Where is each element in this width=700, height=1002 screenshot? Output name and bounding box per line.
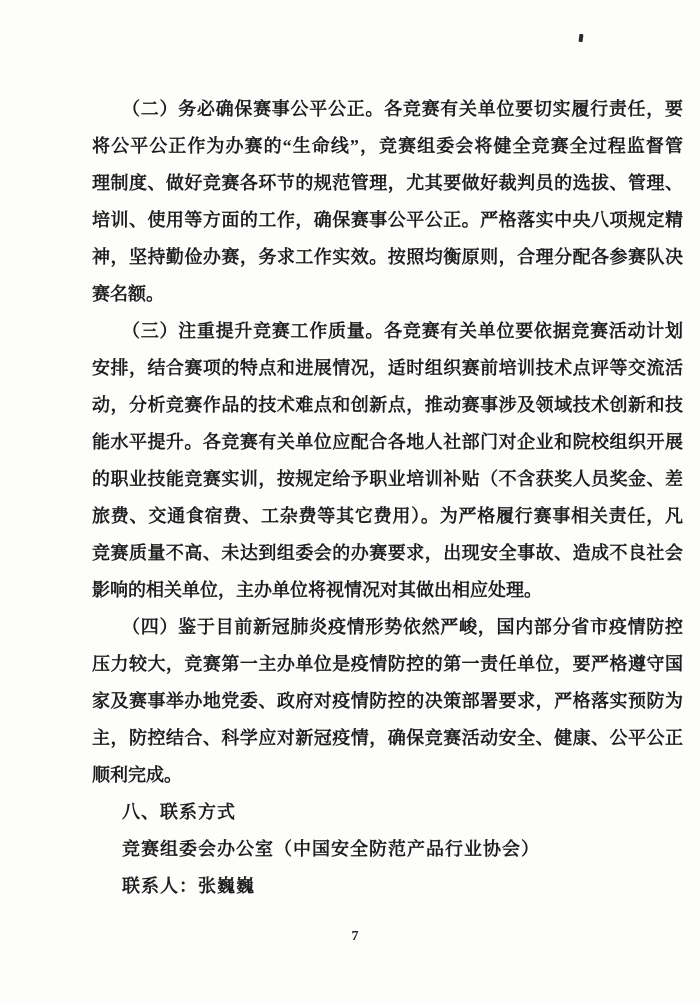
para-4-line: 家及赛事举办地党委、政府对疫情防控的决策部署要求，严格落实预防为 [92, 691, 683, 711]
para-2-line: （二）务必确保赛事公平公正。各竞赛有关单位要切实履行责任，要 [122, 99, 683, 119]
para-3-line: 竞赛质量不高、未达到组委会的办赛要求，出现安全事故、造成不良社会 [92, 543, 683, 563]
para-3-line: 旅费、交通食宿费、工杂费等其它费用）。为严格履行赛事相关责任，凡 [92, 506, 683, 526]
para-3-line: 动，分析竞赛作品的技术难点和创新点，推动赛事涉及领域技术创新和技 [92, 395, 683, 415]
contact-office-line: 竞赛组委会办公室（中国安全防范产品行业协会） [122, 839, 540, 859]
contact-person-line: 联系人：张巍巍 [122, 876, 255, 896]
para-2-line: 将公平公正作为办赛的“生命线”，竞赛组委会将健全竞赛全过程监督管 [92, 136, 683, 156]
document-body [92, 91, 683, 905]
para-2-line: 赛名额。 [92, 284, 164, 304]
para-3-line: （三）注重提升竞赛工作质量。各竞赛有关单位要依据竞赛活动计划 [122, 321, 683, 341]
para-2-line: 神，坚持勤俭办赛，务求工作实效。按照均衡原则，合理分配各参赛队决 [92, 247, 683, 267]
contact-section-heading: 八、联系方式 [122, 802, 236, 822]
para-3-line: 能水平提升。各竞赛有关单位应配合各地人社部门对企业和院校组织开展 [92, 432, 683, 452]
para-4-line: （四）鉴于目前新冠肺炎疫情形势依然严峻，国内部分省市疫情防控 [122, 617, 683, 637]
para-3-line: 安排，结合赛项的特点和进展情况，适时组织赛前培训技术点评等交流活 [92, 358, 683, 378]
para-4-line: 压力较大，竞赛第一主办单位是疫情防控的第一责任单位，要严格遵守国 [92, 654, 683, 674]
scan-artifact-speck [579, 34, 584, 42]
para-2-line: 理制度、做好竞赛各环节的规范管理，尤其要做好裁判员的选拔、管理、 [92, 173, 683, 193]
para-3-line: 影响的相关单位，主办单位将视情况对其做出相应处理。 [92, 580, 542, 600]
page-number: 7 [351, 929, 359, 944]
para-4-line: 主，防控结合、科学应对新冠疫情，确保竞赛活动安全、健康、公平公正 [92, 728, 683, 748]
para-2-line: 培训、使用等方面的工作，确保赛事公平公正。严格落实中央八项规定精 [92, 210, 683, 230]
para-3-line: 的职业技能竞赛实训，按规定给予职业培训补贴（不含获奖人员奖金、差 [92, 469, 683, 489]
para-4-line: 顺利完成。 [92, 765, 182, 785]
